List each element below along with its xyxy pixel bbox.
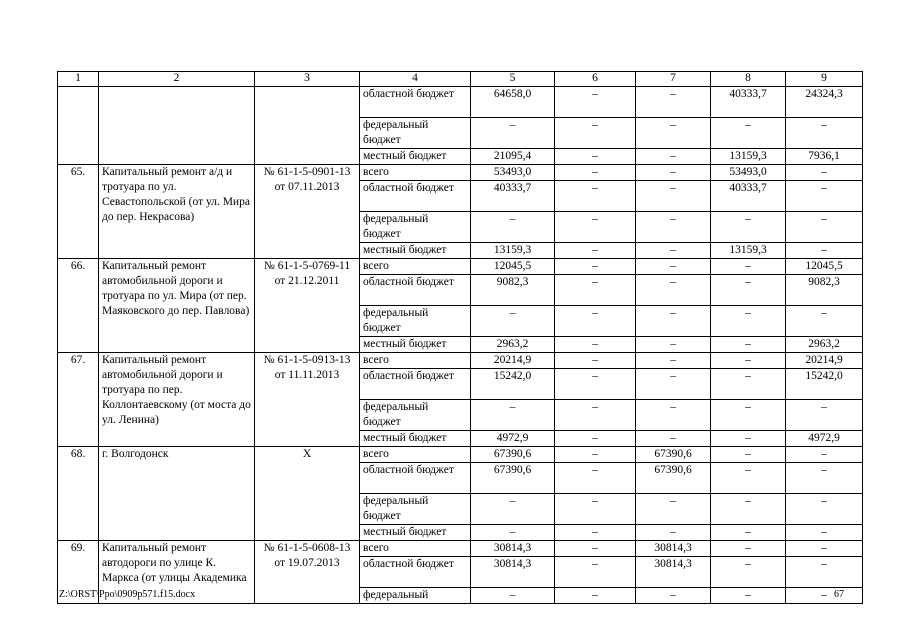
value-cell: – [636, 494, 711, 525]
value-cell: – [471, 306, 555, 337]
value-cell: – [636, 259, 711, 275]
value-cell: – [636, 588, 711, 604]
value-cell: 30814,3 [471, 557, 555, 588]
funding-source-cell: областной бюджет [360, 369, 471, 400]
value-cell: – [711, 447, 786, 463]
object-name-cell: Капитальный ремонт автомобильной дороги и тротуара по пер. Коллонтаевскому (от моста до ул. Ленина) [99, 353, 255, 447]
column-header: 5 [471, 72, 555, 87]
value-cell: – [711, 541, 786, 557]
value-cell: – [636, 431, 711, 447]
value-cell: – [555, 541, 636, 557]
value-cell: – [636, 212, 711, 243]
row-number-cell: 66. [58, 259, 99, 353]
value-cell: 15242,0 [471, 369, 555, 400]
value-cell: – [555, 557, 636, 588]
value-cell: – [555, 118, 636, 149]
value-cell: – [786, 212, 863, 243]
document-cell: Х [255, 447, 360, 541]
value-cell: – [636, 165, 711, 181]
value-cell: – [711, 118, 786, 149]
object-name-cell: Капитальный ремонт автомобильной дороги и тротуара по ул. Мира (от пер. Маяковского до пер. Павлова) [99, 259, 255, 353]
value-cell: – [636, 525, 711, 541]
value-cell: – [636, 275, 711, 306]
value-cell: 9082,3 [471, 275, 555, 306]
funding-source-cell: федеральный бюджет [360, 400, 471, 431]
table-header-row [58, 72, 863, 87]
value-cell: 7936,1 [786, 149, 863, 165]
value-cell: – [636, 149, 711, 165]
value-cell: – [555, 259, 636, 275]
value-cell: – [471, 400, 555, 431]
value-cell: – [636, 400, 711, 431]
value-cell: – [555, 337, 636, 353]
value-cell: 67390,6 [471, 463, 555, 494]
value-cell: – [636, 87, 711, 118]
value-cell: 30814,3 [636, 541, 711, 557]
funding-source-cell: местный бюджет [360, 431, 471, 447]
document-cell: № 61-1-5-0608-13 от 19.07.2013 [255, 541, 360, 604]
funding-source-cell: всего [360, 541, 471, 557]
column-header: 6 [555, 72, 636, 87]
value-cell: 20214,9 [471, 353, 555, 369]
value-cell: – [471, 212, 555, 243]
funding-source-cell: всего [360, 353, 471, 369]
value-cell: 20214,9 [786, 353, 863, 369]
table-row [58, 87, 863, 118]
column-header: 2 [99, 72, 255, 87]
value-cell: – [636, 243, 711, 259]
funding-source-cell: федеральный бюджет [360, 494, 471, 525]
document-cell [255, 87, 360, 165]
value-cell: 13159,3 [711, 149, 786, 165]
value-cell: 24324,3 [786, 87, 863, 118]
value-cell: – [786, 181, 863, 212]
value-cell: – [786, 243, 863, 259]
value-cell: – [711, 306, 786, 337]
value-cell: – [711, 400, 786, 431]
value-cell: – [555, 353, 636, 369]
column-header: 1 [58, 72, 99, 87]
value-cell: – [711, 259, 786, 275]
object-name-cell: Капитальный ремонт автодороги по улице К. Маркса (от улицы Академика [99, 541, 255, 604]
value-cell: – [636, 369, 711, 400]
value-cell: 15242,0 [786, 369, 863, 400]
value-cell: – [711, 337, 786, 353]
value-cell: – [555, 149, 636, 165]
value-cell: – [555, 463, 636, 494]
value-cell: – [786, 306, 863, 337]
value-cell: 53493,0 [471, 165, 555, 181]
value-cell: – [471, 118, 555, 149]
footer-page-number: 67 [834, 589, 844, 600]
column-header: 3 [255, 72, 360, 87]
value-cell: – [786, 494, 863, 525]
column-header: 9 [786, 72, 863, 87]
funding-source-cell: федеральный бюджет [360, 306, 471, 337]
row-number-cell: 68. [58, 447, 99, 541]
funding-source-cell: областной бюджет [360, 557, 471, 588]
value-cell: – [555, 165, 636, 181]
funding-source-cell: областной бюджет [360, 463, 471, 494]
funding-source-cell: федеральный бюджет [360, 212, 471, 243]
value-cell: – [636, 181, 711, 212]
value-cell: 13159,3 [711, 243, 786, 259]
value-cell: – [555, 369, 636, 400]
value-cell: – [786, 525, 863, 541]
budget-table [57, 71, 863, 604]
value-cell: – [711, 275, 786, 306]
value-cell: – [636, 353, 711, 369]
funding-source-cell: местный бюджет [360, 149, 471, 165]
value-cell: – [711, 353, 786, 369]
value-cell: 53493,0 [711, 165, 786, 181]
value-cell: – [711, 588, 786, 604]
value-cell: 64658,0 [471, 87, 555, 118]
value-cell: – [711, 212, 786, 243]
object-name-cell: г. Волгодонск [99, 447, 255, 541]
table-row [58, 541, 863, 557]
funding-source-cell: всего [360, 259, 471, 275]
value-cell: – [711, 525, 786, 541]
value-cell: 67390,6 [471, 447, 555, 463]
funding-source-cell: областной бюджет [360, 181, 471, 212]
value-cell: 40333,7 [711, 181, 786, 212]
value-cell: – [555, 447, 636, 463]
value-cell: 9082,3 [786, 275, 863, 306]
object-name-cell: Капитальный ремонт а/д и тротуара по ул. Севастопольской (от ул. Мира до пер. Некрасова) [99, 165, 255, 259]
object-name-cell [99, 87, 255, 165]
value-cell: – [555, 306, 636, 337]
value-cell: 4972,9 [471, 431, 555, 447]
column-header: 7 [636, 72, 711, 87]
table-row [58, 165, 863, 181]
column-header: 8 [711, 72, 786, 87]
value-cell: 67390,6 [636, 447, 711, 463]
value-cell: – [636, 118, 711, 149]
row-number-cell: 67. [58, 353, 99, 447]
value-cell: 4972,9 [786, 431, 863, 447]
funding-source-cell: местный бюджет [360, 525, 471, 541]
value-cell: – [471, 588, 555, 604]
value-cell: – [636, 337, 711, 353]
value-cell: – [471, 494, 555, 525]
value-cell: – [555, 588, 636, 604]
value-cell: 12045,5 [471, 259, 555, 275]
value-cell: – [636, 306, 711, 337]
value-cell: 67390,6 [636, 463, 711, 494]
funding-source-cell: местный бюджет [360, 243, 471, 259]
table-row [58, 259, 863, 275]
value-cell: 40333,7 [471, 181, 555, 212]
value-cell: – [471, 525, 555, 541]
table-row [58, 353, 863, 369]
value-cell: 13159,3 [471, 243, 555, 259]
value-cell: – [711, 557, 786, 588]
value-cell: – [786, 463, 863, 494]
value-cell: 30814,3 [471, 541, 555, 557]
value-cell: 2963,2 [471, 337, 555, 353]
row-number-cell [58, 87, 99, 165]
value-cell: 2963,2 [786, 337, 863, 353]
value-cell: – [786, 165, 863, 181]
value-cell: – [555, 494, 636, 525]
funding-source-cell: федеральный бюджет [360, 118, 471, 149]
value-cell: 21095,4 [471, 149, 555, 165]
value-cell: 30814,3 [636, 557, 711, 588]
value-cell: – [555, 243, 636, 259]
value-cell: – [786, 447, 863, 463]
value-cell: – [786, 541, 863, 557]
funding-source-cell: всего [360, 165, 471, 181]
value-cell: – [711, 463, 786, 494]
value-cell: 40333,7 [711, 87, 786, 118]
funding-source-cell: местный бюджет [360, 337, 471, 353]
value-cell: – [786, 400, 863, 431]
funding-source-cell: федеральный [360, 588, 471, 604]
value-cell: – [711, 431, 786, 447]
value-cell: – [786, 588, 863, 604]
value-cell: – [786, 118, 863, 149]
value-cell: – [555, 181, 636, 212]
funding-source-cell: областной бюджет [360, 275, 471, 306]
funding-source-cell: областной бюджет [360, 87, 471, 118]
footer-file-path: Z:\ORST\Ppo\0909p571.f15.docx [59, 589, 196, 600]
table-row [58, 447, 863, 463]
value-cell: – [555, 525, 636, 541]
row-number-cell: 69. [58, 541, 99, 604]
value-cell: – [555, 275, 636, 306]
value-cell: – [555, 400, 636, 431]
value-cell: – [711, 369, 786, 400]
document-cell: № 61-1-5-0913-13 от 11.11.2013 [255, 353, 360, 447]
value-cell: – [555, 87, 636, 118]
column-header: 4 [360, 72, 471, 87]
value-cell: – [555, 431, 636, 447]
row-number-cell: 65. [58, 165, 99, 259]
value-cell: – [711, 494, 786, 525]
document-cell: № 61-1-5-0901-13 от 07.11.2013 [255, 165, 360, 259]
value-cell: – [786, 557, 863, 588]
funding-source-cell: всего [360, 447, 471, 463]
value-cell: – [555, 212, 636, 243]
document-cell: № 61-1-5-0769-11 от 21.12.2011 [255, 259, 360, 353]
value-cell: 12045,5 [786, 259, 863, 275]
